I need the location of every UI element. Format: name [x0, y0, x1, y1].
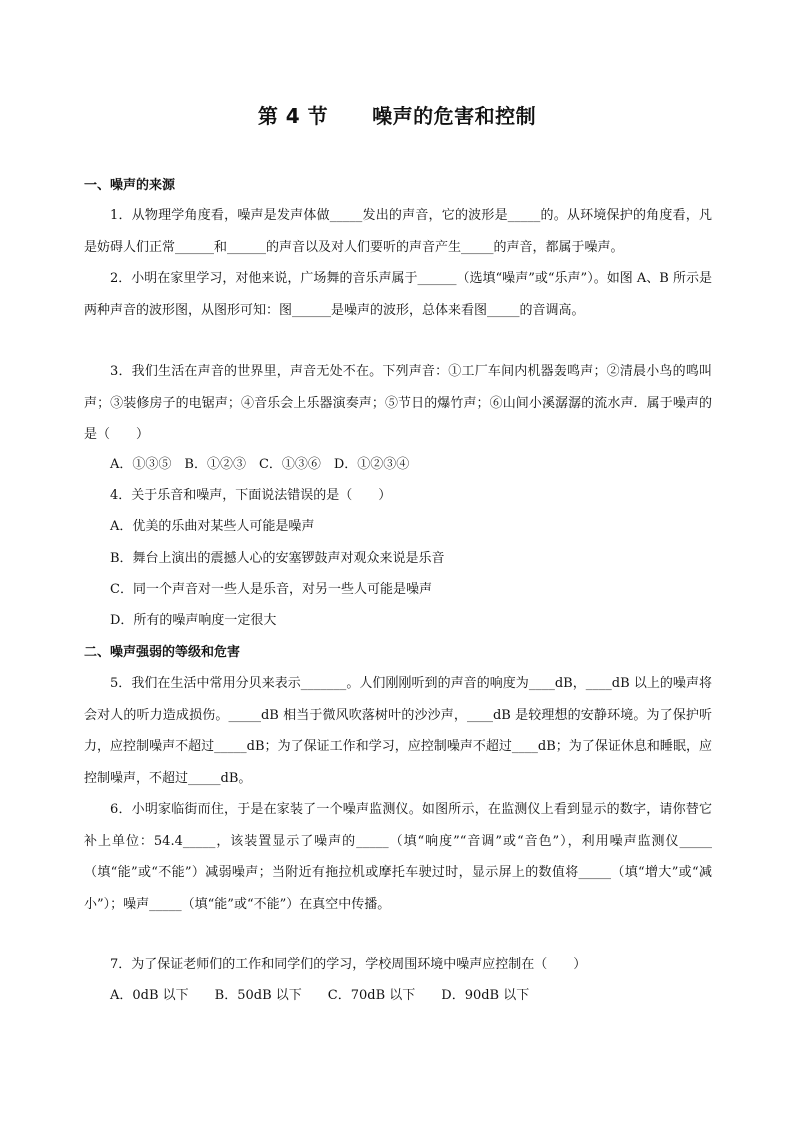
question-2: 2．小明在家里学习，对他来说，广场舞的音乐声属于______（选填“噪声”或“乐声”）。如图 A、B 所示是两种声音的波形图，从图形可知：图______是噪声的波形，总体来看图_____的音调高。 [84, 271, 712, 318]
question-4-option-a: A．优美的乐曲对某些人可能是噪声 [110, 519, 315, 534]
question-4-option-d: D．所有的噪声响度一定很大 [110, 613, 277, 628]
section-heading-noise-levels: 二、噪声强弱的等级和危害 [84, 645, 241, 660]
page-title [0, 100, 794, 129]
title-name: 噪声的危害和控制 [372, 104, 537, 128]
question-5: 5．我们在生活中常用分贝来表示_______。人们刚刚听到的声音的响度为____dB，____dB 以上的噪声将会对人的听力造成损伤。_____dB 相当于微风吹落树叶的沙沙声，____dB 是较理想的安静环境。为了保护听力，应控制噪声不超过_____dB；为了保证工作和学习，应控制噪声不超过____dB；为了保证休息和睡眠，应控制噪声，不超过_____dB。 [84, 676, 712, 786]
question-1: 1．从物理学角度看，噪声是发声体做_____发出的声音，它的波形是_____的。从环境保护的角度看，凡是妨碍人们正常______和______的声音以及对人们要听的声音产生_____的声音，都属于噪声。 [84, 208, 712, 255]
question-3-options: A．①③⑤ B．①②③ C．①③⑥ D．①②③④ [110, 457, 410, 472]
section-heading-noise-sources: 一、噪声的来源 [84, 178, 176, 193]
question-4: 4．关于乐音和噪声，下面说法错误的是（ ） [110, 488, 392, 503]
title-chapter: 第 4 节 [257, 104, 329, 128]
question-6: 6．小明家临街而住，于是在家装了一个噪声监测仪。如图所示，在监测仪上看到显示的数字，请你替它补上单位：54.4_____，该装置显示了噪声的_____（填“响度”“音调”或“音色”），利用噪声监测仪_____（填“能”或“不能”）减弱噪声；当附近有拖拉机或摩托车驶过时，显示屏上的数值将_____（填“增大”或“减小”）；噪声_____（填“能”或“不能”）在真空中传播。 [84, 802, 712, 912]
question-7: 7．为了保证老师们的工作和同学们的学习，学校周围环境中噪声应控制在（ ） [110, 957, 587, 972]
question-3: 3．我们生活在声音的世界里，声音无处不在。下列声音：①工厂车间内机器轰鸣声；②清晨小鸟的鸣叫声；③装修房子的电锯声；④音乐会上乐器演奏声；⑤节日的爆竹声；⑥山间小溪潺潺的流水声．属于噪声的是（ ） [84, 364, 712, 442]
question-7-options: A．0dB 以下 B．50dB 以下 C．70dB 以下 D．90dB 以下 [110, 988, 530, 1003]
question-4-option-c: C．同一个声音对一些人是乐音，对另一些人可能是噪声 [110, 582, 432, 597]
question-4-option-b: B．舞台上演出的震撼人心的安塞锣鼓声对观众来说是乐音 [110, 551, 445, 566]
